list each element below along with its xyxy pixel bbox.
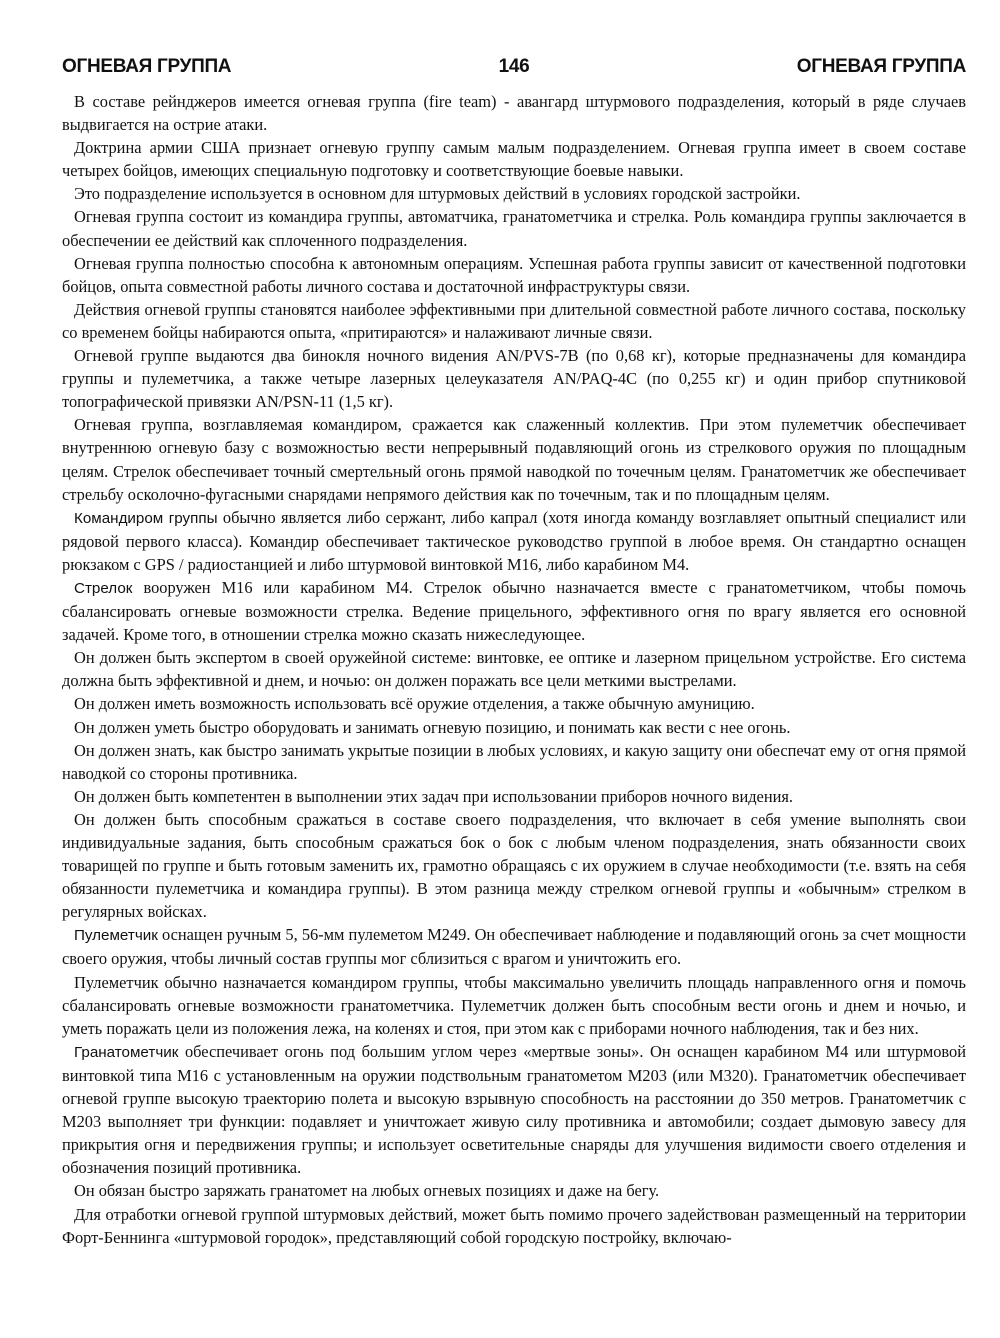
paragraph: Он должен иметь возможность использовать всё оружие отделения, а также обычную амуницию. [74, 694, 755, 714]
header-right-title: ОГНЕВАЯ ГРУППА [796, 56, 966, 77]
body-text [62, 90, 966, 1249]
paragraph-machine-gunner: Пулеметчик оснащен ручным 5, 56-мм пулеметом M249. Он обеспечивает наблюдение и подавляющий огонь за счет мощности своего оружия, чтобы личный состав группы мог сблизиться с врагом и уничтожить его. [62, 925, 966, 969]
lead-term: Стрелок [74, 579, 133, 597]
paragraph-commander: Командиром группы обычно является либо сержант, либо капрал (хотя иногда команду возглавляет опытный специалист или рядовой первого класса). Командир обеспечивает тактическое руководство группой в любое время. Он стандартно оснащен рюкзаком с GPS / радиостанцией и либо штурмовой винтовкой M16, либо карабином M4. [62, 507, 966, 574]
paragraph: Огневой группе выдаются два бинокля ночного видения AN/PVS-7B (по 0,68 кг), которые предназначены для командира группы и пулеметчика, а также четыре лазерных целеуказателя AN/PAQ-4C (по 0,255 кг) и один прибор спутниковой топографической привязки AN/PSN-11 (1,5 кг). [62, 346, 966, 412]
paragraph: Действия огневой группы становятся наиболее эффективными при длительной совместной работе личного состава, поскольку со временем бойцы набираются опыта, «притираются» и налаживают личные связи. [62, 299, 966, 342]
paragraph-rifleman: Стрелок вооружен M16 или карабином M4. Стрелок обычно назначается вместе с гранатометчиком, чтобы помочь сбалансировать огневые возможности стрелка. Ведение прицельного, эффективного огня по врагу является его основной задачей. Кроме того, в отношении стрелка можно сказать нижеследующее. [62, 577, 966, 645]
paragraph: Он должен знать, как быстро занимать укрытые позиции в любых условиях, и какую защиту они обеспечат ему от огня прямой наводкой со стороны противника. [62, 740, 966, 783]
paragraph: В составе рейнджеров имеется огневая группа (fire team) - авангард штурмового подразделения, который в ряде случаев выдвигается на острие атаки. [62, 92, 966, 135]
paragraph: Он должен быть способным сражаться в составе своего подразделения, что включает в себя умение выполнять свои индивидуальные задания, быть способным сражаться бок о бок с любым членом подразделения, знать обязанности своих товарищей по группе и быть готовым заменить их, грамотно обращаясь с их оружием в случае необходимости (т.е. взять на себя обязанности пулеметчика и командира группы). В этом разница между стрелком огневой группы и «обычным» стрелком в регулярных войсках. [62, 809, 966, 922]
paragraph: Он должен быть экспертом в своей оружейной системе: винтовке, ее оптике и лазерном прицельном устройстве. Его система должна быть эффективной и днем, и ночью: он должен поражать все цели меткими выстрелами. [62, 648, 966, 691]
running-header [62, 56, 966, 78]
lead-term: Пулеметчик [74, 927, 158, 945]
document-page [62, 56, 966, 1249]
page-number: 146 [498, 56, 530, 77]
paragraph: Он обязан быстро заряжать гранатомет на любых огневых позициях и даже на бегу. [74, 1181, 660, 1201]
paragraph: Огневая группа полностью способна к автономным операциям. Успешная работа группы зависит от качественной подготовки бойцов, опыта совместной работы личного состава и достаточной инфраструктуры связи. [62, 253, 966, 296]
paragraph: Для отработки огневой группой штурмовых действий, может быть помимо прочего задействован размещенный на территории Форт-Беннинга «штурмовой городок», представляющий собой городскую постройку, включаю- [62, 1204, 966, 1247]
paragraph: Это подразделение используется в основном для штурмовых действий в условиях городской застройки. [74, 184, 801, 204]
lead-term: Гранатометчик [74, 1043, 179, 1061]
paragraph: Он должен уметь быстро оборудовать и занимать огневую позицию, и понимать как вести с нее огонь. [74, 717, 791, 737]
paragraph: Огневая группа, возглавляемая командиром, сражается как слаженный коллектив. При этом пулеметчик обеспечивает внутреннюю огневую базу с возможностью вести непрерывный подавляющий огонь из стрелкового оружия по площадным целям. Стрелок обеспечивает точный смертельный огонь прямой наводкой по точечным целям. Гранатометчик же обеспечивает стрельбу осколочно-фугасными снарядами непрямого действия как по точечным, так и по площадным целям. [62, 415, 966, 504]
lead-term: Командиром группы [74, 509, 218, 527]
header-left-title: ОГНЕВАЯ ГРУППА [62, 56, 232, 77]
paragraph: Пулеметчик обычно назначается командиром группы, чтобы максимально увеличить площадь направленного огня и помочь сбалансировать огневые возможности гранатометчика. Пулеметчик должен быть способным вести огонь и днем и ночью, и уметь поражать цели из положения лежа, на коленях и стоя, при этом как с приборами ночного наблюдения, так и без них. [62, 972, 966, 1038]
paragraph: Доктрина армии США признает огневую группу самым малым подразделением. Огневая группа имеет в своем составе четырех бойцов, имеющих специальную подготовку и соответствующие боевые навыки. [62, 138, 966, 181]
paragraph: Он должен быть компетентен в выполнении этих задач при использовании приборов ночного видения. [74, 786, 794, 806]
paragraph: Огневая группа состоит из командира группы, автоматчика, гранатометчика и стрелка. Роль командира группы заключается в обеспечении ее действий как сплоченного подразделения. [62, 207, 966, 250]
paragraph-grenadier: Гранатометчик обеспечивает огонь под большим углом через «мертвые зоны». Он оснащен карабином M4 или штурмовой винтовкой типа M16 с установленным на оружии подствольным гранатометом M203 (или M320). Гранатометчик обеспечивает огневой группе высокую траекторию полета и высокую взрывную способность на расстоянии до 350 метров. Гранатометчик с M203 выполняет три функции: подавляет и уничтожает живую силу противника и автомобили; создает дымовую завесу для прикрытия огня и передвижения группы; и использует осветительные снаряды для улучшения видимости своего отделения и обозначения позиций противника. [62, 1041, 966, 1178]
